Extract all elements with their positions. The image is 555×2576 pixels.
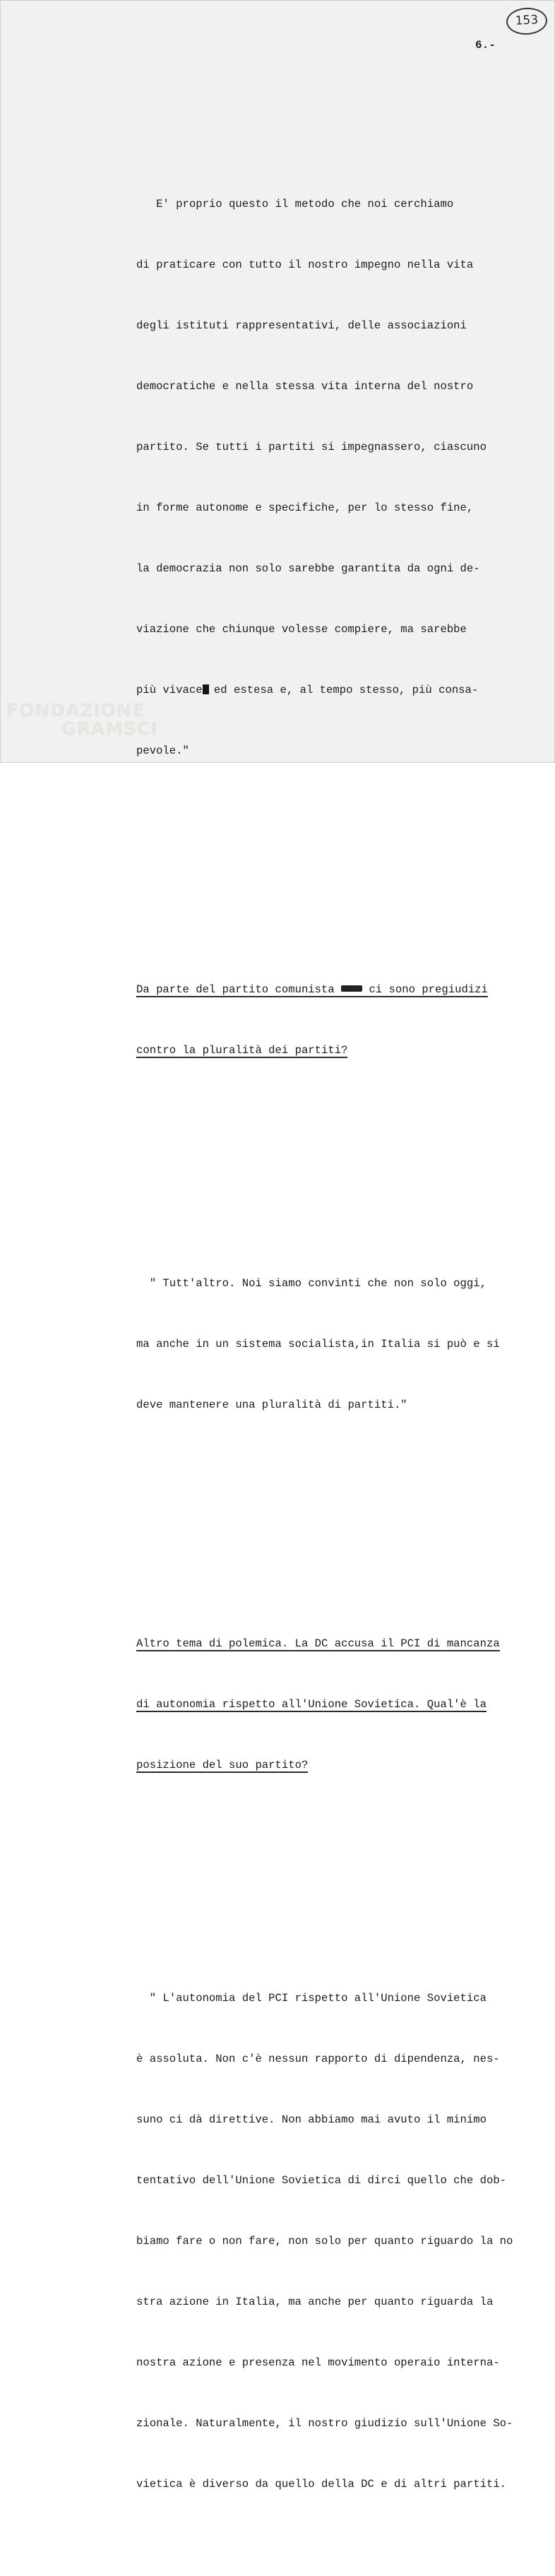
text-line: stra azione in Italia, ma anche per quanto riguarda la (136, 2296, 494, 2309)
archive-watermark (6, 701, 158, 738)
text-line: pevole." (136, 744, 189, 758)
answer-1 (136, 1233, 546, 1456)
text-line: vietica è diverso da quello della DC e di altri partiti. (136, 2478, 507, 2491)
text-line: ma anche in un sistema socialista,in Italia si può e si (136, 1337, 500, 1351)
text-line: " Tutt'altro. Noi siamo convinti che non solo oggi, (136, 1276, 487, 1290)
page-number: 6.- (475, 39, 496, 52)
typed-text-body (136, 93, 546, 2576)
text-fragment: più vivace (136, 684, 203, 697)
question-line (136, 1694, 546, 1715)
underlined-text: Da parte del partito comunista (136, 983, 342, 997)
watermark-line-1: FONDAZIONE (6, 700, 145, 720)
spacer (136, 1877, 546, 1887)
text-line: di praticare con tutto il nostro impegno nella vita (136, 258, 474, 271)
redaction-mark (341, 985, 362, 992)
text-line: E' proprio questo il metodo che noi cerchiamo (136, 197, 454, 210)
underlined-text: ci sono pregiudizi (362, 983, 488, 997)
question-line (136, 1755, 546, 1776)
paragraph-1 (136, 153, 546, 802)
text-line: nostra azione e presenza nel movimento operaio interna- (136, 2356, 500, 2370)
question-2 (136, 1593, 546, 1816)
text-line: viazione che chiunque volesse compiere, ma sarebbe (136, 623, 467, 636)
spacer (136, 1516, 546, 1532)
text-line: partito. Se tutti i partiti si impegnassero, ciascuno (136, 440, 487, 453)
text-line: zionale. Naturalmente, il nostro giudizio sull'Unione So- (136, 2417, 513, 2430)
folio-number: 153 (515, 13, 539, 28)
text-line: democratiche e nella stessa vita interna del nostro (136, 379, 474, 393)
text-line: degli istituti rappresentativi, delle associazioni (136, 319, 467, 332)
text-line: biamo fare o non fare, non solo per quanto riguardo la no (136, 2235, 513, 2248)
text-line: è assoluta. Non c'è nessun rapporto di dipendenza, nes- (136, 2052, 500, 2065)
underlined-text: contro la pluralità dei partiti? (136, 1044, 348, 1057)
text-line: deve mantenere una pluralità di partiti." (136, 1399, 407, 1412)
text-fragment: ed estesa e, al tempo stesso, più consa- (207, 684, 479, 697)
question-line (136, 980, 546, 1000)
redaction-wrapper (341, 983, 362, 997)
text-line (136, 680, 546, 701)
text-line: in forme autonome e specifiche, per lo stesso fine, (136, 501, 474, 514)
spacer (136, 1162, 546, 1172)
question-line (136, 1634, 546, 1654)
watermark-line-2: GRAMSCI (61, 718, 158, 739)
spacer (136, 863, 546, 879)
text-line: la democrazia non solo sarebbe garantita da ogni de- (136, 562, 480, 576)
answer-2 (136, 1947, 546, 2535)
text-line: tentativo dell'Unione Sovietica di dirci quello che dob- (136, 2173, 507, 2187)
question-1 (136, 939, 546, 1102)
underlined-text: Altro tema di polemica. La DC accusa il PCI di mancanza (136, 1637, 500, 1650)
text-line: " L'autonomia del PCI rispetto all'Unione Sovietica (136, 1991, 487, 2005)
text-line: suno ci dà direttive. Non abbiamo mai avuto il minimo (136, 2113, 487, 2126)
question-line (136, 1040, 546, 1061)
folio-number-stamp (506, 7, 548, 36)
underlined-text: di autonomia rispetto all'Unione Sovietica. Qual'è la (136, 1697, 487, 1711)
underlined-text: posizione del suo partito? (136, 1758, 309, 1771)
